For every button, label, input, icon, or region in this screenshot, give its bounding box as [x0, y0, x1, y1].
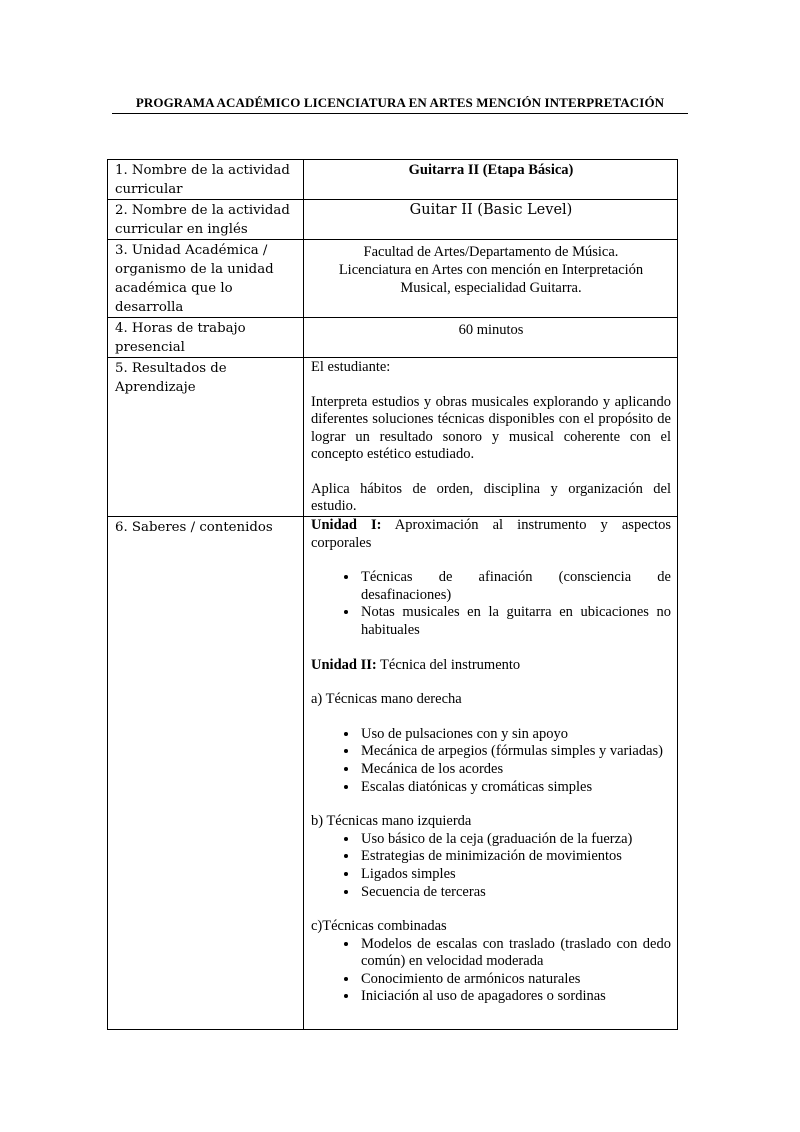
list-item: • Notas musicales en la guitarra en ubicaciones no habituales: [359, 604, 671, 639]
section-heading: a) Técnicas mano derecha: [311, 691, 462, 708]
list-item: • Conocimiento de armónicos naturales: [359, 971, 671, 989]
unit-list: [311, 831, 671, 901]
academic-unit-line: Musical, especialidad Guitarra.: [400, 280, 582, 296]
section-heading: b) Técnicas mano izquierda: [311, 813, 472, 830]
table-row: [108, 318, 678, 358]
unit-list: [311, 936, 671, 1006]
row-label: 6. Saberes / contenidos: [108, 517, 304, 1030]
list-item: • Modelos de escalas con traslado (traslado con dedo común) en velocidad moderada: [359, 936, 671, 971]
unit-heading: Unidad I: Aproximación al instrumento y aspectos corporales: [311, 517, 671, 551]
list-item: • Uso de pulsaciones con y sin apoyo: [359, 726, 671, 744]
row-label: 5. Resultados de Aprendizaje: [108, 358, 304, 517]
table-row: [108, 517, 678, 1030]
list-item: • Mecánica de los acordes: [359, 761, 671, 779]
row-label: 4. Horas de trabajo presencial: [108, 318, 304, 358]
course-name: Guitarra II (Etapa Básica): [304, 160, 678, 200]
list-item: • Ligados simples: [359, 866, 671, 884]
unit-heading: Unidad II: Técnica del instrumento: [311, 656, 521, 673]
list-item: • Escalas diatónicas y cromáticas simples: [359, 779, 671, 797]
header-underline: [112, 113, 688, 114]
row-label: 2. Nombre de la actividad curricular en inglés: [108, 200, 304, 240]
outcomes-intro: El estudiante:: [311, 359, 391, 375]
academic-unit-line: Licenciatura en Artes con mención en Interpretación: [338, 262, 644, 278]
contact-hours: 60 minutos: [304, 318, 678, 358]
learning-outcomes: [304, 358, 678, 517]
table-row: [108, 200, 678, 240]
outcome-paragraph: Aplica hábitos de orden, disciplina y organización del estudio.: [311, 480, 671, 514]
course-name-english: Guitar II (Basic Level): [304, 200, 678, 240]
academic-unit-line: Facultad de Artes/Departamento de Música.: [363, 244, 619, 260]
list-item: • Uso básico de la ceja (graduación de la fuerza): [359, 831, 671, 849]
unit-list: [311, 726, 671, 796]
page-title: PROGRAMA ACADÉMICO LICENCIATURA EN ARTES MENCIÓN INTERPRETACIÓN: [135, 95, 665, 110]
table-row: [108, 240, 678, 318]
unit-list: [311, 569, 671, 639]
list-item: • Mecánica de arpegios (fórmulas simples y variadas): [359, 743, 671, 761]
list-item: • Iniciación al uso de apagadores o sordinas: [359, 988, 671, 1006]
contents: [304, 517, 678, 1030]
row-label: 1. Nombre de la actividad curricular: [108, 160, 304, 200]
program-table: [107, 159, 678, 1030]
row-label: 3. Unidad Académica / organismo de la unidad académica que lo desarrolla: [108, 240, 304, 318]
section-heading: c)Técnicas combinadas: [311, 918, 447, 935]
table-row: [108, 358, 678, 517]
list-item: • Estrategias de minimización de movimientos: [359, 848, 671, 866]
list-item: • Secuencia de terceras: [359, 884, 671, 902]
academic-unit: [304, 240, 678, 318]
table-row: [108, 160, 678, 200]
outcome-paragraph: Interpreta estudios y obras musicales explorando y aplicando diferentes soluciones técnicas disponibles con el propósito de lograr un resultado sonoro y musical coherente con el concepto estético estudiado.: [311, 393, 671, 462]
list-item: • Técnicas de afinación (consciencia de desafinaciones): [359, 569, 671, 604]
